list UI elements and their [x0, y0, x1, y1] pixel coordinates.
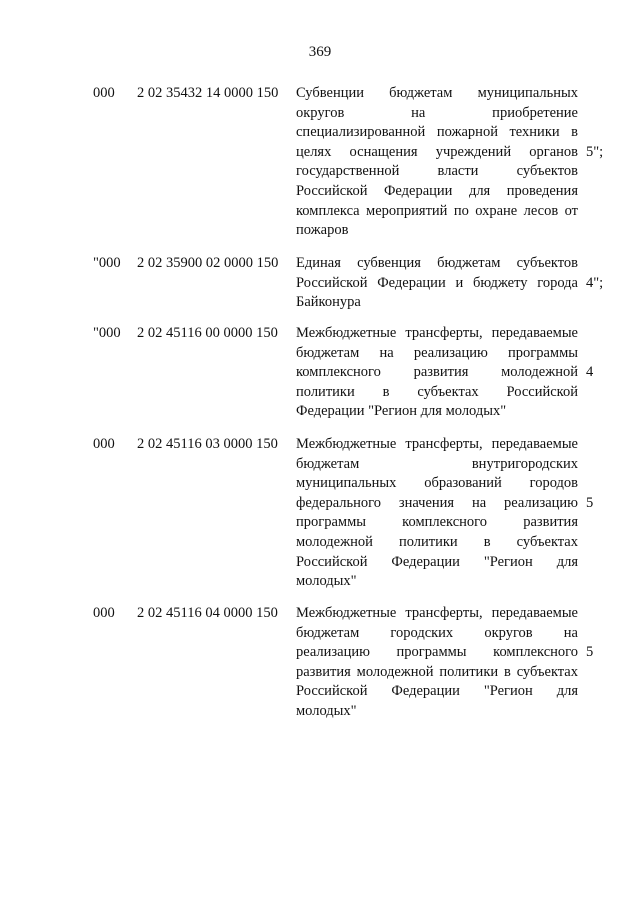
description-line: Российской Федерации "Регион для [296, 553, 578, 570]
description-line: Единая субвенция бюджетам субъектов [296, 255, 578, 271]
row-description [296, 604, 578, 722]
description-line: молодых" [296, 702, 357, 719]
description-line: государственной власти субъектов [296, 163, 578, 180]
row-amount: 4 [586, 364, 594, 381]
description-line: комплекса мероприятий по охране лесов от [296, 202, 578, 219]
row-amount: 4"; [586, 274, 604, 291]
description-line: развития молодежной политики в субъектах [296, 663, 578, 680]
row-description [296, 84, 578, 241]
budget-classification-code: 2 02 45116 03 0000 150 [137, 436, 278, 452]
admin-code: "000 [93, 255, 121, 271]
description-line: молодежной политики в субъектах [296, 533, 578, 550]
description-line: Российской Федерации и бюджету города [296, 274, 578, 291]
description-line: округов на приобретение [296, 104, 578, 121]
description-line: реализацию программы комплексного [296, 644, 578, 661]
description-line: Российской Федерации "Регион для [296, 683, 578, 700]
description-line: Межбюджетные трансферты, передаваемые [296, 325, 578, 341]
admin-code: 000 [93, 85, 115, 101]
row-description [296, 435, 578, 592]
description-line: Федерации "Регион для молодых" [296, 403, 507, 420]
row-amount: 5"; [586, 143, 604, 160]
description-line: бюджетам городских округов на [296, 624, 578, 641]
description-line: целях оснащения учреждений органов [296, 143, 578, 160]
row-description [296, 254, 578, 313]
budget-classification-code: 2 02 45116 04 0000 150 [137, 605, 278, 621]
description-line: пожаров [296, 222, 349, 239]
description-line: Межбюджетные трансферты, передаваемые [296, 605, 578, 621]
description-line: федерального значения на реализацию [296, 494, 578, 511]
description-line: специализированной пожарной техники в [296, 124, 578, 141]
budget-classification-code: 2 02 45116 00 0000 150 [137, 325, 278, 341]
admin-code: "000 [93, 325, 121, 341]
admin-code: 000 [93, 436, 115, 452]
description-line: политики в субъектах Российской [296, 383, 578, 400]
row-amount: 5 [586, 644, 594, 661]
admin-code: 000 [93, 605, 115, 621]
description-line: программы комплексного развития [296, 514, 578, 531]
description-line: Байконура [296, 294, 361, 311]
description-line: бюджетам на реализацию программы [296, 344, 578, 361]
row-description [296, 324, 578, 422]
description-line: Межбюджетные трансферты, передаваемые [296, 436, 578, 452]
description-line: муниципальных образований городов [296, 475, 578, 492]
budget-classification-code: 2 02 35432 14 0000 150 [137, 85, 279, 101]
row-amount: 5 [586, 494, 594, 511]
budget-classification-code: 2 02 35900 02 0000 150 [137, 255, 279, 271]
description-line: Российской Федерации для проведения [296, 182, 578, 199]
description-line: комплексного развития молодежной [296, 364, 578, 381]
description-line: Субвенции бюджетам муниципальных [296, 85, 578, 101]
description-line: бюджетам внутригородских [296, 455, 578, 472]
page-number: 369 [308, 44, 332, 60]
description-line: молодых" [296, 573, 357, 590]
